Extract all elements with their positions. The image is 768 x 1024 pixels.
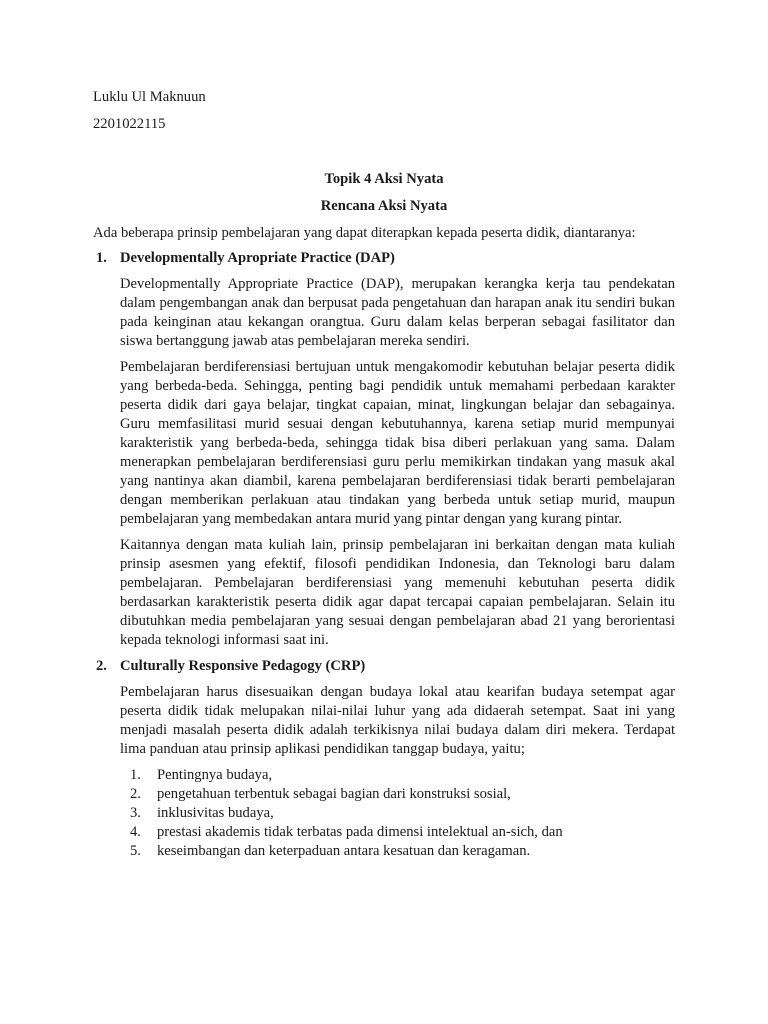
paragraph: Kaitannya dengan mata kuliah lain, prinsip pembelajaran ini berkaitan dengan mata kuliah prinsip asesmen yang efektif, filosofi pendidikan Indonesia, dan Teknologi baru dalam pembelajaran. Pembelajaran berdiferensiasi yang memenuhi kebutuhan peserta didik berdasarkan karakteristik peserta didik agar dapat tercapai capaian pembelajaran. Selain itu dibutuhkan media pembelajaran yang sesuai dengan pembelajaran abad 21 yang berorientasi kepada teknologi informasi saat ini.	[120, 537, 675, 648]
section-dap	[93, 249, 675, 650]
list-item	[120, 785, 675, 804]
student-id: 2201022115	[93, 116, 166, 132]
section-number: 2.	[96, 658, 107, 674]
list-item	[120, 823, 675, 842]
list-item	[120, 842, 675, 861]
list-text: inklusivitas budaya,	[157, 805, 274, 821]
paragraph: Pembelajaran harus disesuaikan dengan budaya lokal atau kearifan budaya setempat agar peserta didik tidak melupakan nilai-nilai luhur yang ada didaerah setempat. Saat ini yang menjadi masalah peserta didik adalah terkikisnya nilai budaya dalam diri mekera. Terdapat lima panduan atau prinsip aplikasi pendidikan tanggap budaya, yaitu;	[120, 684, 675, 757]
list-text: Pentingnya budaya,	[157, 767, 273, 783]
list-text: prestasi akademis tidak terbatas pada dimensi intelektual an-sich, dan	[157, 824, 563, 840]
document-subtitle: Rencana Aksi Nyata	[320, 198, 448, 214]
principles-list	[120, 766, 675, 861]
list-item	[120, 804, 675, 823]
section-title: Developmentally Apropriate Practice (DAP)	[120, 250, 395, 266]
list-number: 4.	[130, 824, 141, 840]
list-number: 5.	[130, 843, 141, 859]
section-crp	[93, 657, 675, 861]
section-heading	[93, 249, 675, 268]
list-text: pengetahuan terbentuk sebagai bagian dari konstruksi sosial,	[157, 786, 511, 802]
list-number: 3.	[130, 805, 141, 821]
list-text: keseimbangan dan keterpaduan antara kesatuan dan keragaman.	[157, 843, 531, 859]
section-number: 1.	[96, 250, 107, 266]
paragraph: Pembelajaran berdiferensiasi bertujuan untuk mengakomodir kebutuhan belajar peserta didik yang berbeda-beda. Sehingga, penting bagi pendidik untuk memahami perbedaan karakter peserta didik dari gaya belajar, tingkat capaian, minat, lingkungan belajar dan sebagainya. Guru memfasilitasi murid sesuai dengan kebutuhannya, karena setiap murid mempunyai karakteristik yang berbeda-beda, sehingga tidak bisa diberi perlakuan yang sama. Dalam menerapkan pembelajaran berdiferensiasi guru perlu memikirkan tindakan yang masuk akal yang nantinya akan diambil, karena pembelajaran berdiferensiasi tidak berarti pembelajaran dengan memberikan perlakuan atau tindakan yang berbeda untuk setiap murid, maupun pembelajaran yang membedakan antara murid yang pintar dengan yang kurang pintar.	[120, 359, 675, 527]
intro-paragraph: Ada beberapa prinsip pembelajaran yang dapat diterapkan kepada peserta didik, diantaranya:	[93, 225, 636, 241]
document-title: Topik 4 Aksi Nyata	[324, 171, 444, 187]
list-item	[120, 766, 675, 785]
author-name: Luklu Ul Maknuun	[93, 89, 206, 105]
list-number: 1.	[130, 767, 141, 783]
list-number: 2.	[130, 786, 141, 802]
section-heading	[93, 657, 675, 676]
section-title: Culturally Responsive Pedagogy (CRP)	[120, 658, 366, 674]
paragraph: Developmentally Appropriate Practice (DAP), merupakan kerangka kerja tau pendekatan dalam pengembangan anak dan berpusat pada pengetahuan dan harapan anak itu sendiri bukan pada keinginan atau kekangan orangtua. Guru dalam kelas berperan sebagai fasilitator dan siswa bertanggung jawab atas pembelajaran mereka sendiri.	[120, 276, 675, 349]
